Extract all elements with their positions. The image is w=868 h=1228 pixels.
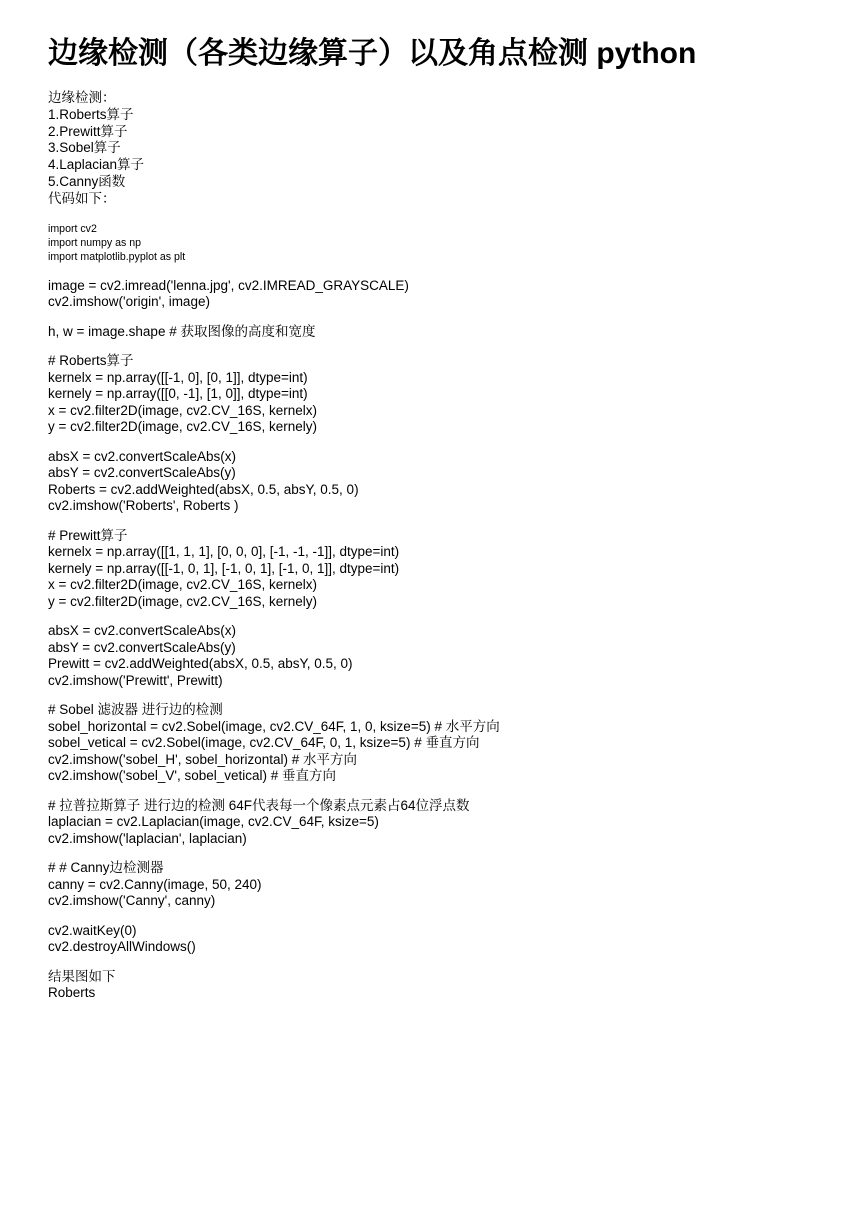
- code-line: canny = cv2.Canny(image, 50, 240): [48, 876, 262, 892]
- intro-item-roberts: 1.Roberts算子: [48, 106, 134, 122]
- code-line: Prewitt = cv2.addWeighted(absX, 0.5, absY, 0.5, 0): [48, 656, 353, 672]
- intro-list: [48, 90, 848, 208]
- results-heading: 结果图如下: [48, 968, 116, 984]
- code-line: absX = cv2.convertScaleAbs(x): [48, 448, 236, 464]
- code-line: absY = cv2.convertScaleAbs(y): [48, 465, 236, 481]
- code-block-canny: [48, 860, 848, 910]
- code-line: # 拉普拉斯算子 进行边的检测 64F代表每一个像素点元素占64位浮点数: [48, 797, 470, 813]
- page-title: 边缘检测（各类边缘算子）以及角点检测 python: [48, 37, 697, 70]
- code-line: absY = cv2.convertScaleAbs(y): [48, 639, 236, 655]
- code-line: cv2.destroyAllWindows(): [48, 939, 196, 955]
- code-line: kernelx = np.array([[-1, 0], [0, 1]], dtype=int): [48, 369, 308, 385]
- code-line: cv2.imshow('Canny', canny): [48, 893, 216, 909]
- code-line: sobel_horizontal = cv2.Sobel(image, cv2.CV_64F, 1, 0, ksize=5) # 水平方向: [48, 718, 500, 734]
- code-block-prewitt: [48, 528, 848, 611]
- code-line: laplacian = cv2.Laplacian(image, cv2.CV_64F, ksize=5): [48, 814, 379, 830]
- code-line: # Prewitt算子: [48, 527, 128, 543]
- code-line: cv2.imshow('sobel_V', sobel_vetical) # 垂直方向: [48, 768, 337, 784]
- code-line: kernely = np.array([[-1, 0, 1], [-1, 0, 1], [-1, 0, 1]], dtype=int): [48, 560, 400, 576]
- import-block: [48, 222, 848, 264]
- results-section: [48, 969, 848, 1002]
- code-line: # Sobel 滤波器 进行边的检测: [48, 702, 223, 718]
- code-block-laplacian: [48, 798, 848, 848]
- code-line: # # Canny边检测器: [48, 860, 164, 876]
- code-line: cv2.imshow('laplacian', laplacian): [48, 830, 247, 846]
- code-line: x = cv2.filter2D(image, cv2.CV_16S, kernelx): [48, 402, 317, 418]
- intro-item-prewitt: 2.Prewitt算子: [48, 123, 128, 139]
- code-line: y = cv2.filter2D(image, cv2.CV_16S, kernely): [48, 419, 317, 435]
- code-line: x = cv2.filter2D(image, cv2.CV_16S, kernelx): [48, 577, 317, 593]
- code-block-roberts-combine: [48, 449, 848, 515]
- code-block-cleanup: [48, 923, 848, 956]
- code-line: cv2.imshow('Prewitt', Prewitt): [48, 672, 223, 688]
- code-line: # Roberts算子: [48, 353, 134, 369]
- intro-item-laplacian: 4.Laplacian算子: [48, 157, 145, 173]
- code-line: import cv2: [48, 222, 97, 235]
- code-line: import numpy as np: [48, 236, 142, 249]
- code-line: cv2.imshow('origin', image): [48, 294, 210, 310]
- code-line: import matplotlib.pyplot as plt: [48, 250, 186, 263]
- code-line: Roberts = cv2.addWeighted(absX, 0.5, absY, 0.5, 0): [48, 481, 359, 497]
- intro-item-sobel: 3.Sobel算子: [48, 140, 121, 156]
- intro-item-canny: 5.Canny函数: [48, 173, 126, 189]
- code-intro-label: 代码如下：: [48, 190, 116, 206]
- code-line: h, w = image.shape # 获取图像的高度和宽度: [48, 323, 316, 339]
- code-block-prewitt-combine: [48, 623, 848, 689]
- document-page: [48, 34, 848, 1002]
- code-line: kernelx = np.array([[1, 1, 1], [0, 0, 0], [-1, -1, -1]], dtype=int): [48, 544, 400, 560]
- code-line: y = cv2.filter2D(image, cv2.CV_16S, kernely): [48, 593, 317, 609]
- code-line: cv2.imshow('Roberts', Roberts ): [48, 498, 239, 514]
- code-block-shape: [48, 324, 848, 341]
- code-line: kernely = np.array([[0, -1], [1, 0]], dtype=int): [48, 386, 308, 402]
- results-subheading: Roberts: [48, 985, 96, 1001]
- code-line: sobel_vetical = cv2.Sobel(image, cv2.CV_64F, 0, 1, ksize=5) # 垂直方向: [48, 735, 480, 751]
- code-line: absX = cv2.convertScaleAbs(x): [48, 623, 236, 639]
- code-line: image = cv2.imread('lenna.jpg', cv2.IMREAD_GRAYSCALE): [48, 277, 409, 293]
- code-line: cv2.imshow('sobel_H', sobel_horizontal) # 水平方向: [48, 751, 358, 767]
- code-block-roberts: [48, 353, 848, 436]
- code-block-sobel: [48, 702, 848, 785]
- code-line: cv2.waitKey(0): [48, 922, 137, 938]
- code-block-load: [48, 278, 848, 311]
- intro-heading: 边缘检测：: [48, 90, 116, 105]
